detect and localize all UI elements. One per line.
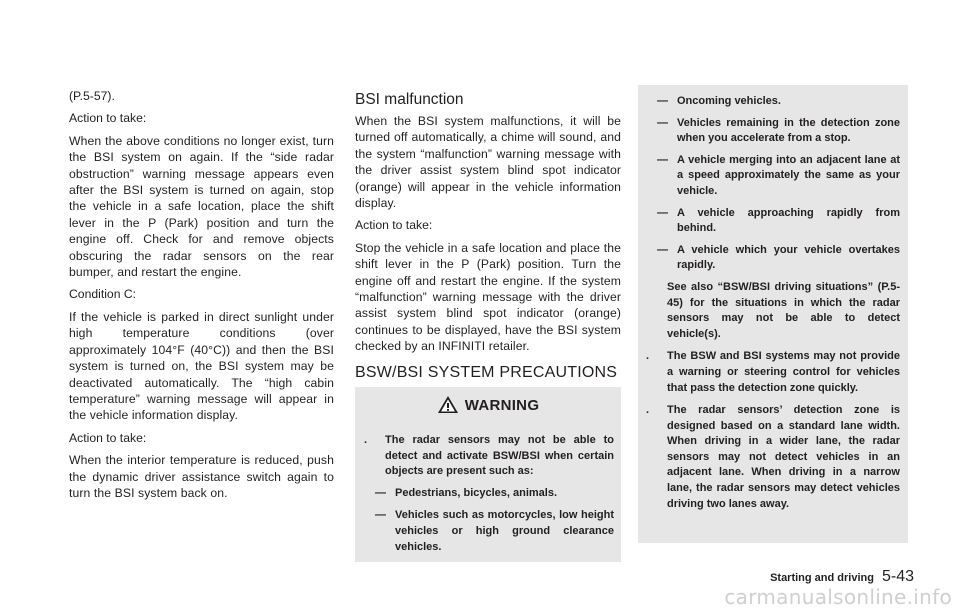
warning-content-left <box>364 433 614 555</box>
paragraph: When the interior temperature is reduced, push the dynamic driver assistance switch again to turn the BSI system back on. <box>69 453 334 500</box>
paragraph: When the BSI system malfunctions, it will be turned off automatically, a chime will sound, and the system “malfunction” warning message with the driver assist system blind spot indicator (orange) will appear in the vehicle information display. <box>355 114 621 211</box>
footer-section-title: Starting and driving <box>770 572 874 584</box>
warning-bullet: . The radar sensors’ detection zone is designed based on a standard lane width. When driving in a wider lane, the radar sensors may not detect vehicles in an adjacent lane. When driving in a narrow lane, the radar sensors may detect vehicles driving two lanes away. <box>646 404 900 510</box>
page-number: 5-43 <box>881 568 914 585</box>
warning-dash-item: — Vehicles such as motorcycles, low height vehicles or high ground clearance vehicles. <box>375 509 614 553</box>
paragraph: Stop the vehicle in a safe location and place the shift lever in the P (Park) position. Turn the engine off and restart the engine. If the system “malfunction” warning message with the driver assist system blind spot indicator (orange) continues to be displayed, have the BSI system checked by an INFINITI retailer. <box>355 240 621 354</box>
warning-dash-item: — A vehicle merging into an adjacent lane at a speed approximately the same as your vehicle. <box>657 153 900 197</box>
page-footer <box>770 568 914 586</box>
warning-dash-item: — Vehicles remaining in the detection zone when you accelerate from a stop. <box>657 116 900 145</box>
watermark: carmanualsonline.info <box>724 585 952 609</box>
condition-label: Condition C: <box>69 287 137 302</box>
action-label: Action to take: <box>69 430 147 445</box>
page-reference: (P.5-57). <box>69 89 115 103</box>
paragraph: If the vehicle is parked in direct sunlight under high temperature conditions (over approximately 104°F (40°C)) and then the BSI system is turned on, the BSI system may be deactivated automatically. The “high cabin temperature” warning message will appear in the vehicle information display. <box>69 309 334 423</box>
warning-bullet: . The BSW and BSI systems may not provide a warning or steering control for vehicles that pass the detection zone quickly. <box>646 350 900 394</box>
paragraph: When the above conditions no longer exist, turn the BSI system on again. If the “side radar obstruction” warning message appears even after the BSI system is turned on again, stop the vehicle in a safe location, place the shift lever in the P (Park) position and turn the engine off. Check for and remove objects obscuring the radar sensors on the rear bumper, and restart the engine. <box>69 133 334 280</box>
warning-dash-item: — Pedestrians, bicycles, animals. <box>375 486 558 499</box>
warning-see-also: See also “BSW/BSI driving situations” (P.5-45) for the situations in which the radar sensors may not be able to detect vehicle(s). <box>667 280 900 340</box>
section-heading: BSI malfunction <box>355 91 464 108</box>
warning-triangle-icon <box>437 395 459 414</box>
action-label: Action to take: <box>69 111 147 126</box>
warning-dash-item: — A vehicle which your vehicle overtakes rapidly. <box>657 243 900 272</box>
warning-label: WARNING <box>464 397 540 414</box>
chapter-heading: BSW/BSI SYSTEM PRECAUTIONS <box>355 363 618 381</box>
action-label: Action to take: <box>355 218 433 233</box>
warning-dash-item: — Oncoming vehicles. <box>657 95 781 107</box>
warning-dash-item: — A vehicle approaching rapidly from behind. <box>657 206 900 235</box>
warning-bullet: . The radar sensors may not be able to detect and activate BSW/BSI when certain objects are present such as: <box>364 434 614 478</box>
middle-column <box>355 88 621 393</box>
warning-content-right <box>646 94 900 512</box>
warning-title <box>355 395 621 414</box>
left-column <box>69 88 334 507</box>
